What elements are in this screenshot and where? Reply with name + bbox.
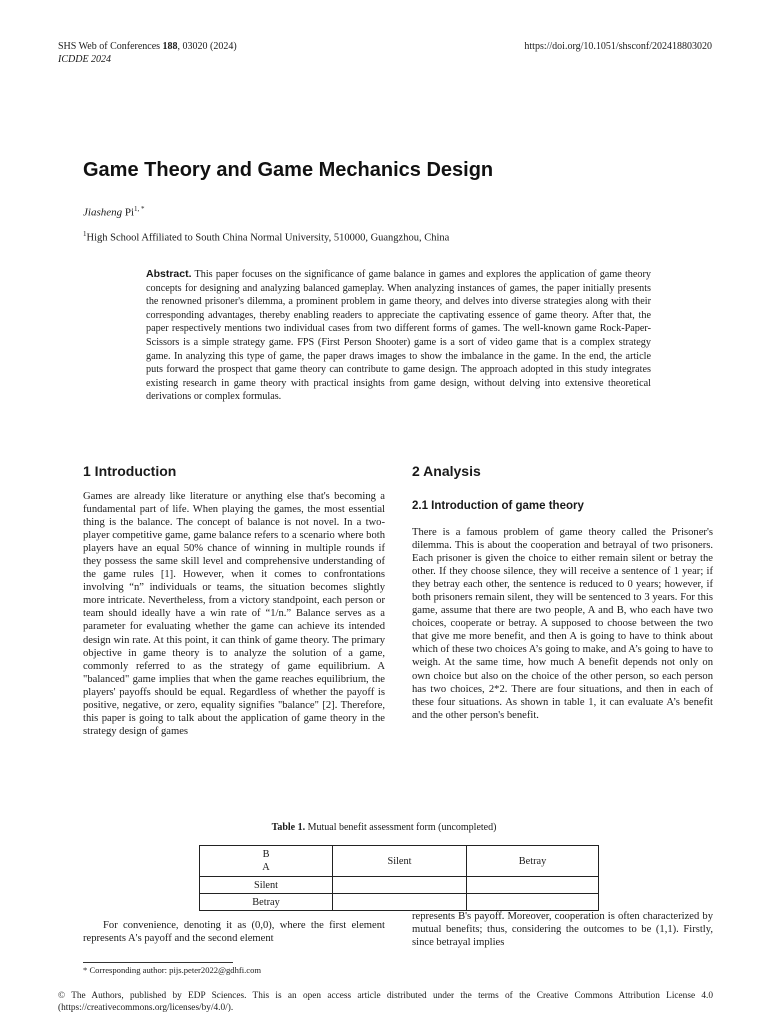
journal-volume: 188	[162, 41, 178, 52]
author-marks: 1, *	[134, 205, 145, 213]
table-cell	[333, 877, 467, 894]
author-line	[83, 205, 145, 219]
table-1-caption-text: Mutual benefit assessment form (uncompleted)	[305, 822, 497, 833]
affiliation	[83, 230, 449, 244]
continuation-right-text: represents B's payoff. Moreover, cooperation is often characterized by mutual benefits; thus, considering the outcomes to be (1,1). Firstly, since betrayal implies	[412, 911, 713, 949]
abstract-label: Abstract.	[146, 268, 192, 280]
table-row	[200, 894, 599, 911]
article-number: , 03020 (2024)	[177, 41, 237, 52]
section-2-1-heading: 2.1 Introduction of game theory	[412, 500, 584, 512]
column-header-betray: Betray	[467, 846, 599, 877]
section-2-1-body: There is a famous problem of game theory called the Prisoner's dilemma. This is about the cooperation and betrayal of two prisoners. Each prisoner is given the choice to either remain silent or betray the other. If they choose silence, they will receive a sentence of 1 year; if they betray each other, the sentence is reduced to 0 years; however, if both prisoners remain silent, they will be sentenced to 3 years. For this game, assume that there are two people, A and B, who each have two choices, cooperate or betray. A supposed to choose between the two that give me more benefit, and then A is going to have to think about which of these two choices A’s going to make, and A’s going to have to weigh. At the same time, how much A benefit depends not only on own choice but also on the choice of the other person, so each person has two choices, 2*2. There are four situations, and then in each of these four situations. As shown in table 1, it can evaluate A’s benefit and the other person's benefit.	[412, 527, 713, 721]
doi-link[interactable]: https://doi.org/10.1051/shsconf/202418803020	[524, 41, 712, 52]
corner-label-b: B	[262, 849, 270, 860]
section-2-heading: 2 Analysis	[412, 463, 481, 479]
paper-title: Game Theory and Game Mechanics Design	[83, 159, 494, 181]
footnote-divider	[83, 962, 233, 963]
table-1	[199, 845, 599, 911]
section-1-body: Games are already like literature or anything else that's becoming a fundamental part of life. When playing the games, the most essential thing is the balance. The concept of balance is not novel. In a two-player competitive game, game balance refers to a scenario where both players have an equal 50% chance of winning in multiple rounds if they possess the same skill level and comprehensive understanding of the game rules [1]. However, when it comes to confrontations involving “n” individuals or teams, the situation becomes slightly more intricate. Nevertheless, from a victory standpoint, each person or team should ideally have a win rate of “1/n.” Balance serves as a parameter for evaluating whether the game can achieve its intended design win rate. At this point, it can think of game theory. The primary objective in game theory is to analyze the solution of a game, commonly referred to as the strategy of game equilibrium. A "balanced" game implies that when the game reaches equilibrium, the players' payoffs should be equal. Regardless of whether the payoff is positive, negative, or zero, equality signifies "balance" [2]. Therefore, this paper is going to talk about the application of game theory in the strategy design of games	[83, 491, 385, 737]
abstract-text: This paper focuses on the significance of game balance in games and explores the application of game theory concepts for designing and analyzing balanced gameplay. When analyzing instances of games, the paper initially presents the renowned prisoner's dilemma, a prominent problem in game theory, and delves into diverse strategies along with their corresponding advantages, thereby enabling readers to appreciate the captivating essence of game theory. After that, the paper respectively mentions two individual cases from two different forms of games. The well-known game Rock-Paper-Scissors is a simple strategy game. FPS (First Person Shooter) game is a sort of video game that is a complex strategy game. In analyzing this type of game, the paper draws images to show the imbalance in the game. In the end, the article puts forward the prospect that game theory can contribute to game design. The approach adopted in this study integrates existing research in game theory with practical insights from game design, without delving into extensive theoretical derivations or complex formulas.	[146, 269, 651, 403]
license-notice: © The Authors, published by EDP Sciences. This is an open access article distributed under the terms of the Creative Commons Attribution License 4.0 (https://creativecommons.org/licenses/by/4.0/).	[58, 991, 713, 1013]
corresponding-author-footnote: * Corresponding author: pijs.peter2022@gdhfi.com	[83, 965, 262, 975]
row-header-betray: Betray	[200, 894, 333, 911]
continuation-left-text: For convenience, denoting it as (0,0), where the first element represents A's payoff and the second element	[83, 920, 385, 945]
row-header-silent: Silent	[200, 877, 333, 894]
table-row	[200, 877, 599, 894]
affiliation-text: High School Affiliated to South China Normal University, 510000, Guangzhou, China	[86, 232, 450, 244]
author-first-name: Jiasheng	[83, 206, 123, 219]
table-cell	[333, 894, 467, 911]
journal-citation	[58, 40, 237, 53]
table-corner-cell	[200, 846, 333, 877]
running-header-left	[58, 40, 237, 66]
affiliation-mark: 1	[83, 230, 87, 238]
table-1-caption	[0, 822, 768, 833]
corner-label-a: A	[262, 862, 270, 873]
section-1-heading: 1 Introduction	[83, 463, 177, 479]
table-header-row	[200, 846, 599, 877]
table-cell	[467, 877, 599, 894]
table-cell	[467, 894, 599, 911]
table-1-label: Table 1.	[271, 822, 306, 833]
conference-name: ICDDE 2024	[58, 54, 112, 65]
journal-name: SHS Web of Conferences	[58, 41, 163, 52]
abstract	[146, 268, 651, 404]
author-last-name: Pi	[122, 206, 135, 219]
column-header-silent: Silent	[333, 846, 467, 877]
